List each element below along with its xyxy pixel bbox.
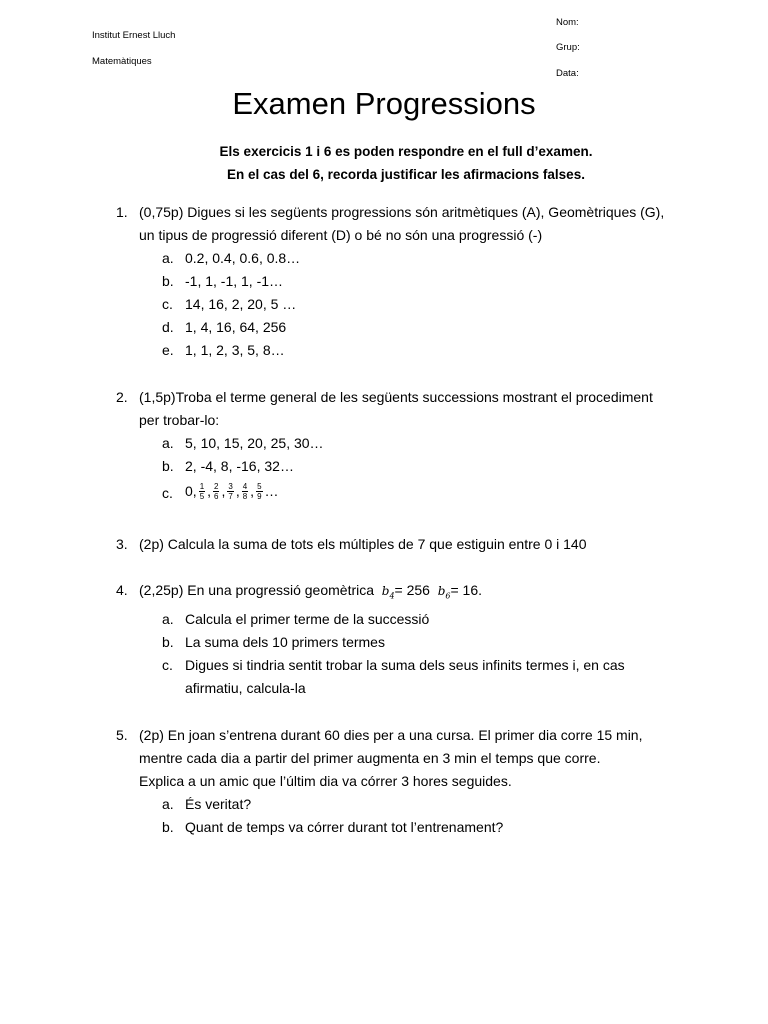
sequence-tail: … [264,483,279,499]
item-letter: b. [162,634,174,650]
question-text-2: Explica a un amic que l’últim dia va córrer 3 hores seguides. [139,773,512,789]
item-text: Digues si tindria sentit trobar la suma dels seus infinits termes i, en cas afirmatiu, calcula-la [185,657,625,696]
page-title: Examen Progressions [232,86,536,121]
fraction: $\frac{2}{6}$ [214,482,219,501]
question-text: (2p) Calcula la suma de tots els múltiples de 7 que estiguin entre 0 i 140 [139,536,587,552]
item-letter: c. [162,485,173,501]
item-text: Calcula el primer terme de la successió [185,611,430,627]
item-text: 14, 16, 2, 20, 5 … [185,296,297,312]
question-number: 2. [116,389,128,405]
item-letter: a. [162,250,174,266]
item-text: Quant de temps va córrer durant tot l’entrenament? [185,819,504,835]
subject-name: Matemàtiques [92,56,152,67]
fraction: $\frac{1}{5}$ [199,482,205,501]
fraction: $\frac{5}{9}$ [257,482,262,501]
question-number: 3. [116,536,128,552]
item-letter: b. [162,458,174,474]
question-text: (2p) En joan s’entrena durant 60 dies per a una cursa. El primer dia corre 15 min, mentre cada dia a partir del primer augmenta en 3 min el temps que corre. [139,727,643,766]
item-letter: d. [162,319,174,335]
question-text: (1,5p)Troba el terme general de les següents successions mostrant el procediment per trobar-lo: [139,389,653,428]
item-text: 1, 1, 2, 3, 5, 8… [185,342,285,358]
school-name: Institut Ernest Lluch [92,30,176,41]
b4-term: $b_4$ [381,584,395,601]
fraction: $\frac{4}{8}$ [242,482,248,501]
question-text: (2,25p) En una progressió geomètrica $b_4= 256$ $b_6= 16$. [139,582,482,601]
item-text: És veritat? [185,796,252,812]
item-letter: a. [162,611,174,627]
item-text: 1, 4, 16, 64, 256 [185,319,287,335]
b6-term: $b_6$ [437,584,451,601]
item-letter: a. [162,435,174,451]
item-letter: e. [162,342,174,358]
item-text: La suma dels 10 primers termes [185,634,385,650]
instructions-line-2: En el cas del 6, recorda justificar les afirmacions falses. [227,167,585,182]
group-label: Grup: [556,42,580,53]
item-letter: b. [162,273,174,289]
item-text: 0.2, 0.4, 0.6, 0.8… [185,250,301,266]
question-number: 4. [116,582,128,598]
question-number: 5. [116,727,128,743]
name-label: Nom: [556,17,579,28]
item-letter: c. [162,657,173,673]
question-text: (0,75p) Digues si les següents progressions són aritmètiques (A), Geomètriques (G), un tipus de progressió diferent (D) o bé no són una progressió (-) [139,204,665,243]
item-text: 5, 10, 15, 20, 25, 30… [185,435,324,451]
instructions-line-1: Els exercicis 1 i 6 es poden respondre en el full d’examen. [219,144,593,159]
item-text: 2, -4, 8, -16, 32… [185,458,294,474]
question-number: 1. [116,204,128,220]
item-text: -1, 1, -1, 1, -1… [185,273,284,289]
fraction-sequence: 0, $\frac{1}{5}$ , $\frac{2}{6}$ , $\frac{3}{7}$ , $\frac{4}{8}$ , $\frac{5}{9}$ … [185,482,279,501]
item-letter: a. [162,796,174,812]
item-letter: b. [162,819,174,835]
fraction: $\frac{3}{7}$ [228,482,233,501]
item-letter: c. [162,296,173,312]
sequence-lead: 0, [185,483,197,499]
date-label: Data: [556,68,579,79]
